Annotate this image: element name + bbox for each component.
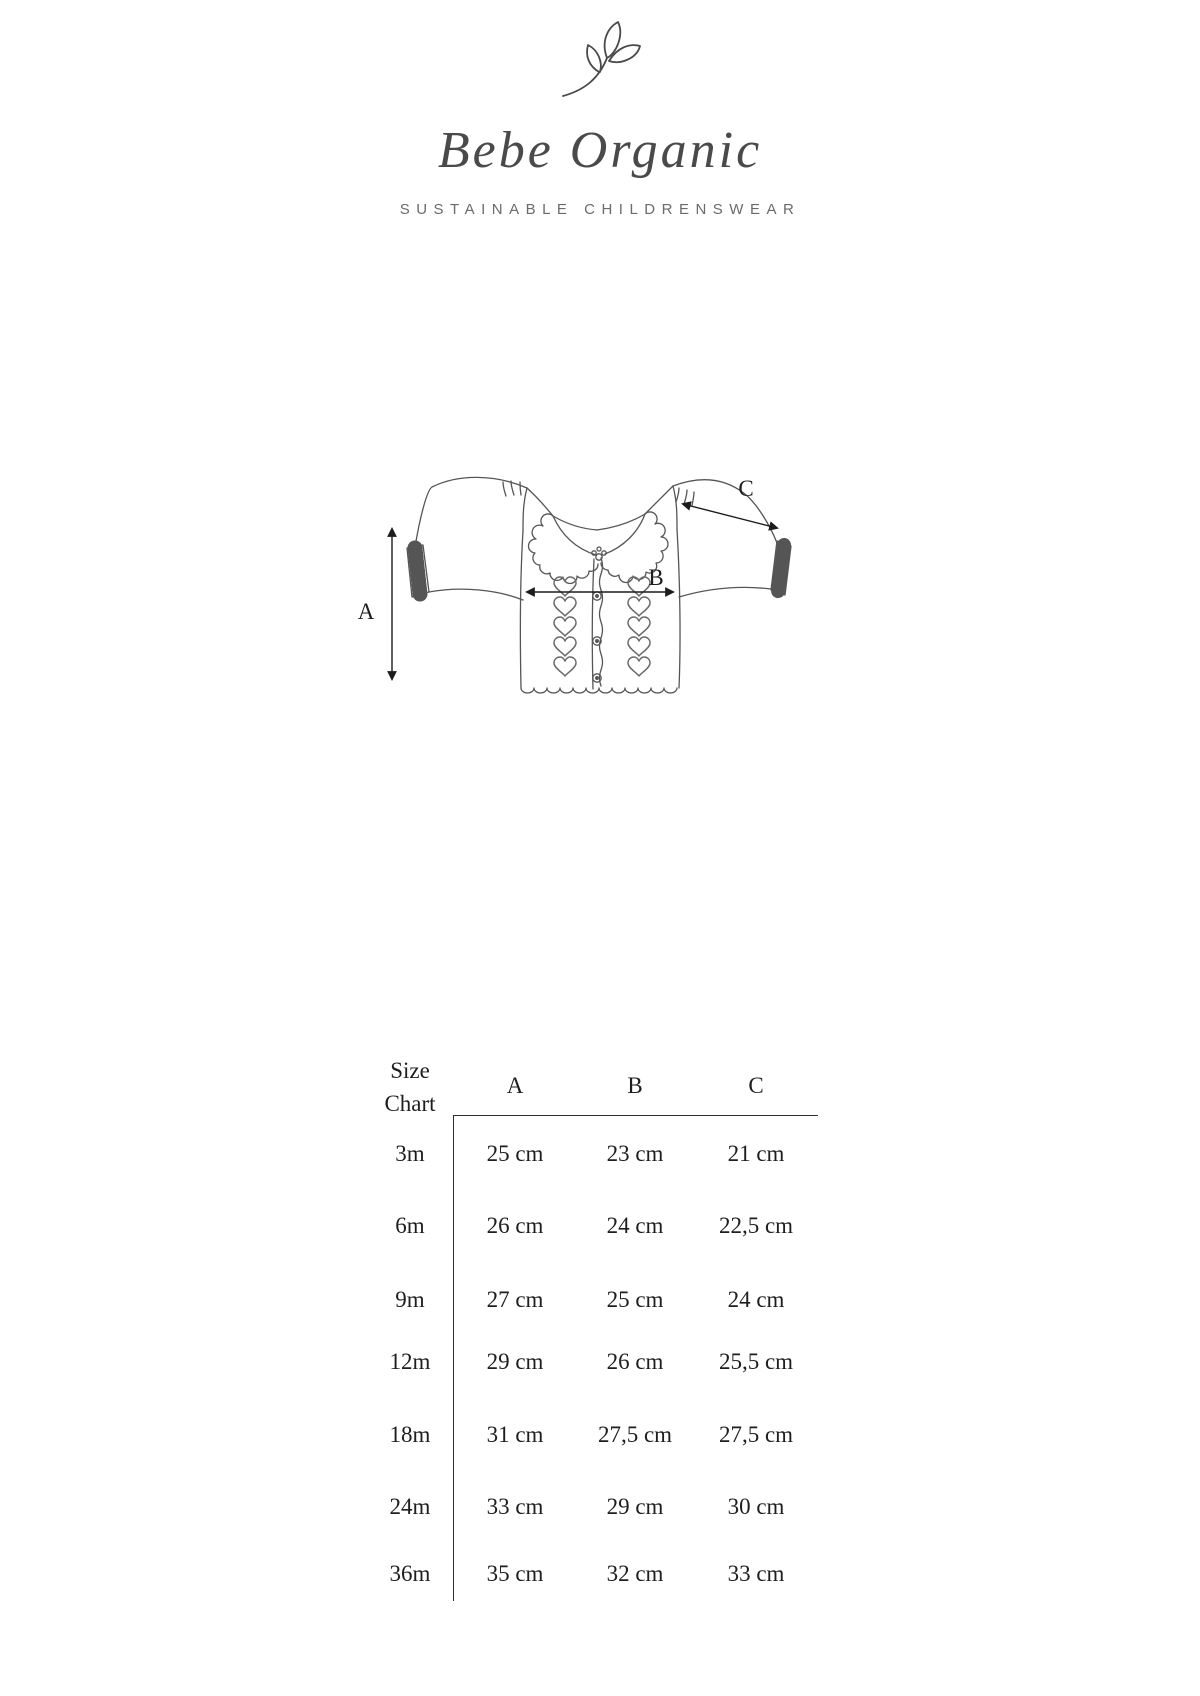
value-cell-c: 22,5 cm [718, 1213, 794, 1238]
measure-label-a: A [357, 599, 375, 624]
value-cell-b: 24 cm [606, 1213, 664, 1238]
size-cell: 24m [389, 1494, 431, 1519]
button-icons [593, 592, 601, 682]
value-cell-a: 35 cm [486, 1561, 544, 1586]
table-row [0, 1282, 1200, 1318]
size-cell: 6m [395, 1213, 425, 1238]
size-cell: 18m [389, 1422, 431, 1447]
leaf-sprig-icon [555, 20, 645, 100]
brand-wordmark: Bebe Organic [437, 122, 763, 179]
table-row [0, 1208, 1200, 1244]
value-cell-b: 23 cm [606, 1141, 664, 1166]
value-cell-c: 27,5 cm [718, 1422, 794, 1447]
measure-label-c: C [738, 476, 754, 501]
size-chart-title: Size Chart [384, 1058, 436, 1116]
value-cell-b: 26 cm [606, 1349, 664, 1374]
brand-tagline: SUSTAINABLE CHILDRENSWEAR [399, 201, 801, 218]
garment-illustration [407, 477, 791, 693]
table-row [0, 1489, 1200, 1525]
value-cell-b: 27,5 cm [597, 1422, 673, 1447]
size-cell: 36m [389, 1561, 431, 1586]
column-header-c: C [748, 1073, 764, 1098]
value-cell-a: 33 cm [486, 1494, 544, 1519]
column-header-b: B [627, 1073, 643, 1098]
table-row [0, 1556, 1200, 1592]
value-cell-b: 32 cm [606, 1561, 664, 1586]
value-cell-a: 26 cm [486, 1213, 544, 1238]
value-cell-a: 31 cm [486, 1422, 544, 1447]
garment-diagram [330, 430, 850, 750]
value-cell-b: 29 cm [606, 1494, 664, 1519]
size-cell: 9m [395, 1287, 425, 1312]
size-cell: 12m [389, 1349, 431, 1374]
table-row [0, 1344, 1200, 1380]
brand-logo [0, 0, 1200, 100]
column-header-a: A [506, 1073, 524, 1098]
table-row [0, 1136, 1200, 1172]
table-header-row [0, 1068, 1200, 1104]
table-row [0, 1417, 1200, 1453]
value-cell-a: 25 cm [486, 1141, 544, 1166]
value-cell-c: 33 cm [727, 1561, 785, 1586]
value-cell-c: 24 cm [727, 1287, 785, 1312]
measure-label-b: B [648, 565, 664, 590]
value-cell-c: 25,5 cm [718, 1349, 794, 1374]
value-cell-a: 27 cm [486, 1287, 544, 1312]
header-rule [453, 1115, 818, 1116]
size-cell: 3m [395, 1141, 425, 1166]
value-cell-b: 25 cm [606, 1287, 664, 1312]
value-cell-c: 21 cm [727, 1141, 785, 1166]
value-cell-a: 29 cm [486, 1349, 544, 1374]
value-cell-c: 30 cm [727, 1494, 785, 1519]
